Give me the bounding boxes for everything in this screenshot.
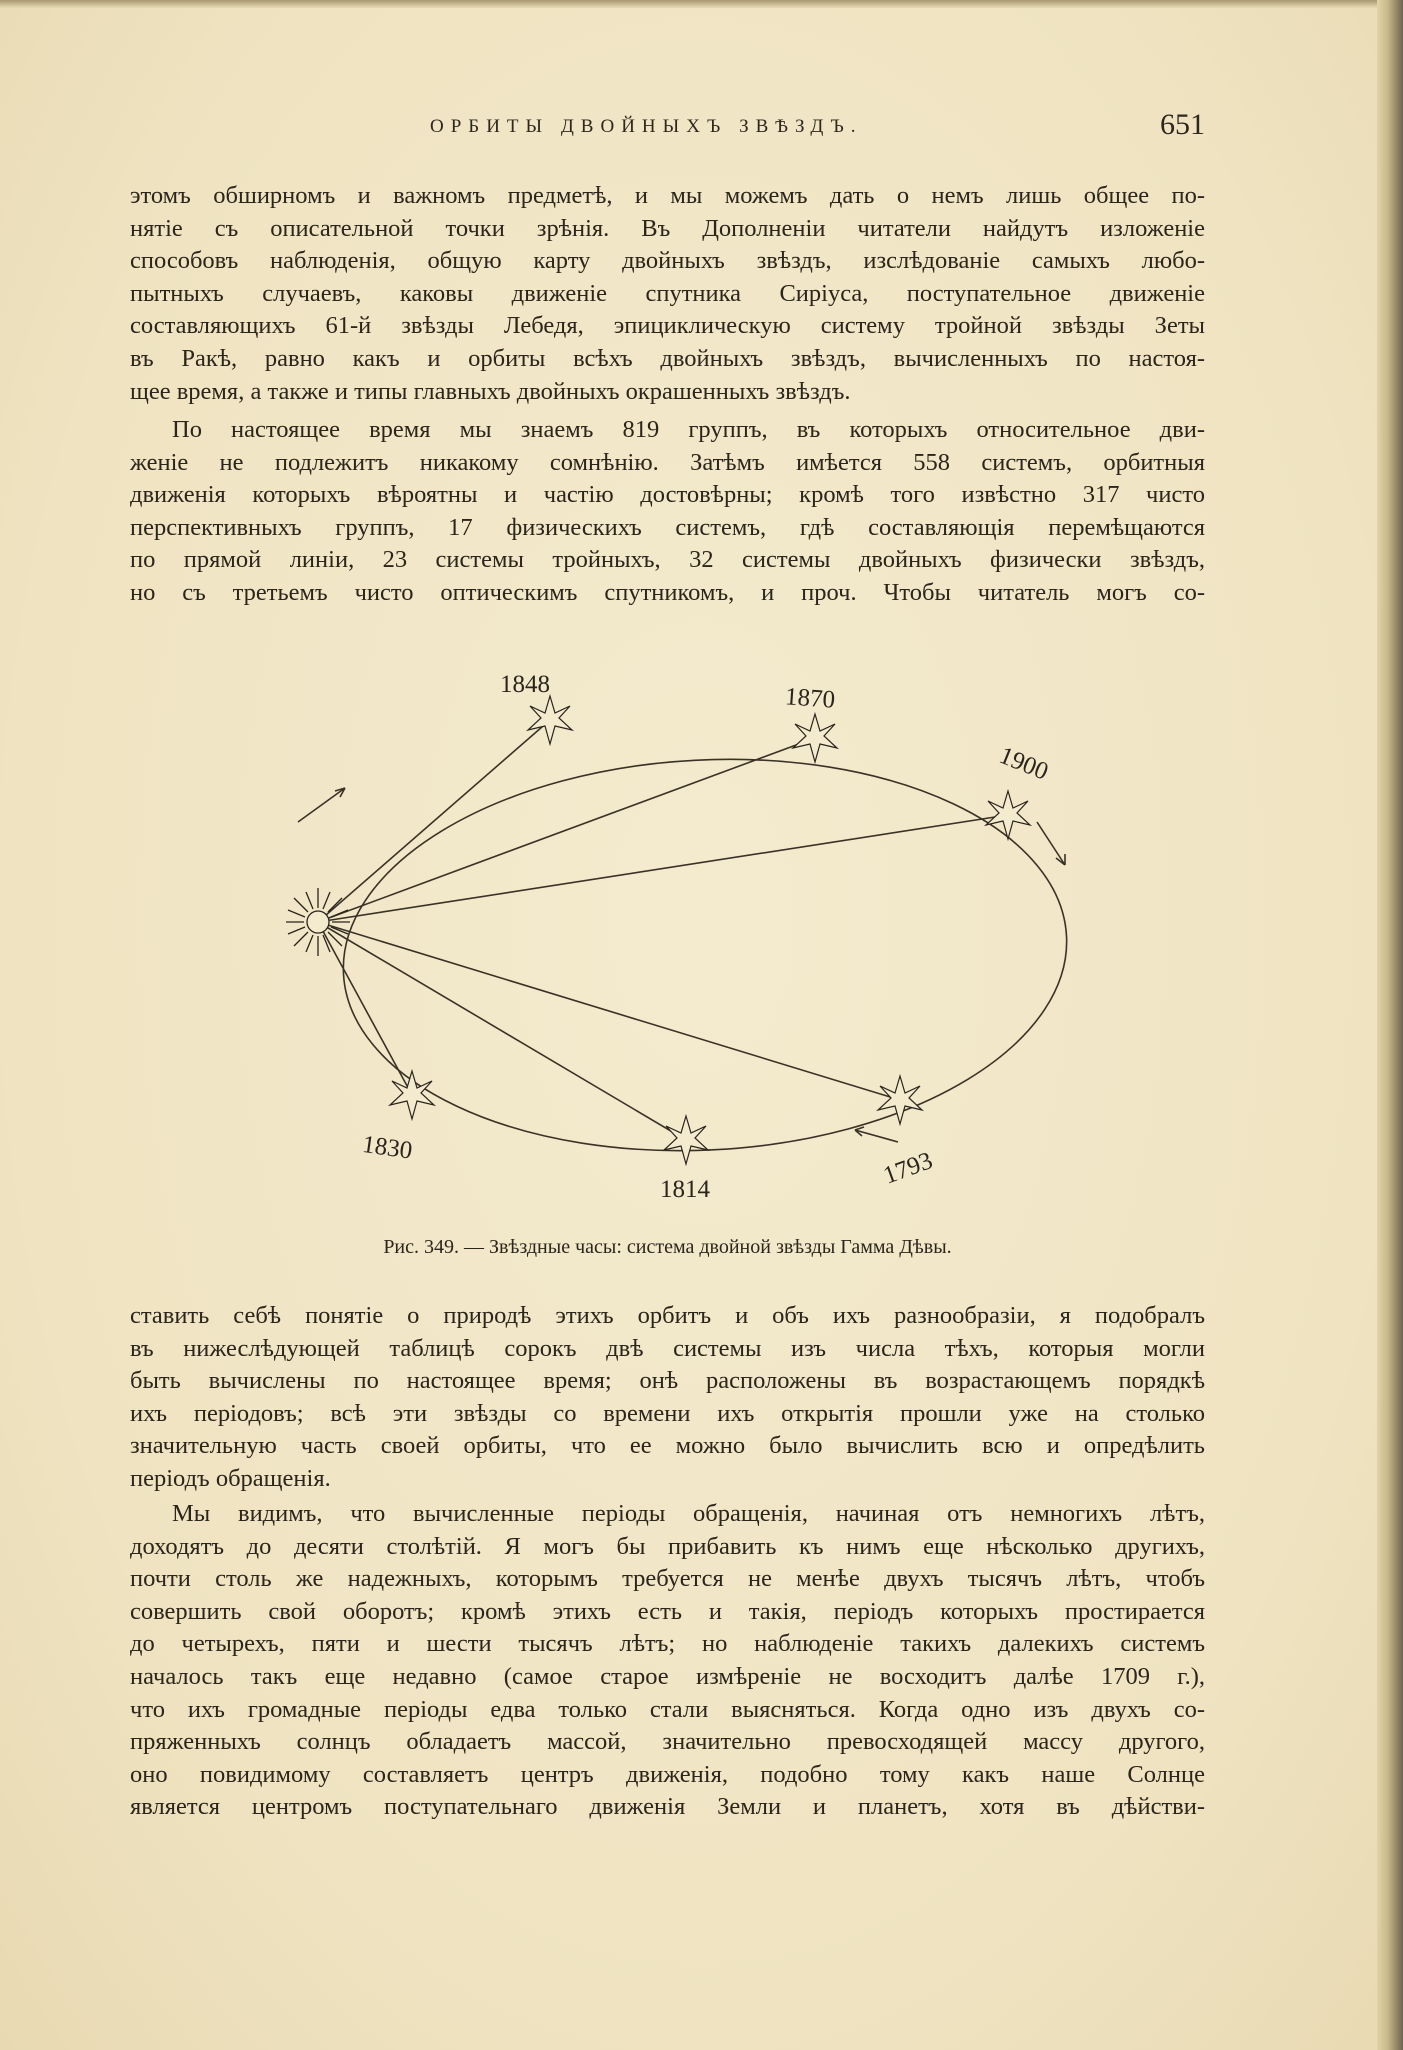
- companion-star-icon: [986, 791, 1030, 839]
- text-line: оно повидимому составляетъ центръ движенія, подобно тому какъ наше Солнце: [130, 1760, 1205, 1788]
- companion-star-icon: [878, 1076, 922, 1124]
- label-1814: 1814: [660, 1176, 710, 1203]
- text-line: по прямой линіи, 23 системы тройныхъ, 32 системы двойныхъ физически звѣздъ,: [130, 546, 1205, 574]
- paragraph-1: [130, 180, 1205, 408]
- text-line: значительную часть своей орбиты, что ее можно было вычислить всю и опредѣлить: [130, 1432, 1205, 1460]
- radius-vector: [318, 738, 815, 922]
- primary-star-icon: [286, 888, 350, 956]
- page-header: [130, 108, 1205, 148]
- text-line: нятіе съ описательной точки зрѣнія. Въ Дополненіи читатели найдутъ изложеніе: [130, 214, 1205, 242]
- text-line: до четырехъ, пяти и шести тысячъ лѣтъ; но наблюденіе такихъ далекихъ системъ: [130, 1630, 1205, 1658]
- radius-vector: [318, 922, 900, 1100]
- motion-arrow-icon: [1037, 822, 1065, 865]
- label-1830: 1830: [360, 1130, 414, 1165]
- companion-star-icon: [528, 696, 572, 744]
- text-line: почти столь же надежныхъ, которымъ требуется не менѣе двухъ тысячъ лѣтъ, чтобъ: [130, 1565, 1205, 1593]
- page-number: 651: [1160, 108, 1205, 141]
- motion-arrow-icon: [855, 1127, 898, 1142]
- text-line: совершить свой оборотъ; кромѣ этихъ есть и такія, періодъ которыхъ простирается: [130, 1597, 1205, 1625]
- text-line: ставить себѣ понятіе о природѣ этихъ орбитъ и объ ихъ разнообразіи, я подобралъ: [130, 1302, 1205, 1329]
- text-line: въ нижеслѣдующей таблицѣ сорокъ двѣ системы изъ числа тѣхъ, которыя могли: [130, 1334, 1205, 1362]
- text-line: ихъ періодовъ; всѣ эти звѣзды со времени ихъ открытія прошли уже на столько: [130, 1399, 1205, 1427]
- radius-vector: [318, 922, 686, 1140]
- radius-vector: [318, 922, 412, 1095]
- label-1793: 1793: [879, 1147, 937, 1190]
- orbit-ellipse: [333, 741, 1076, 1168]
- text-line: пытныхъ случаевъ, каковы движеніе спутника Сиріуса, поступательное движеніе: [130, 279, 1205, 307]
- text-line: составляющихъ 61-й звѣзды Лебедя, эпициклическую систему тройной звѣзды Зеты: [130, 312, 1205, 340]
- running-title: ОРБИТЫ ДВОЙНЫХЪ ЗВѢЗДЪ.: [430, 116, 863, 137]
- text-line: доходятъ до десяти столѣтій. Я могъ бы прибавить къ нимъ еще нѣсколько другихъ,: [130, 1532, 1205, 1560]
- companion-star-icon: [664, 1116, 708, 1164]
- text-line: щее время, а также и типы главныхъ двойныхъ окрашенныхъ звѣздъ.: [130, 377, 851, 405]
- text-line: По настоящее время мы знаемъ 819 группъ, въ которыхъ относительное дви-: [172, 416, 1205, 443]
- companion-star-icon: [793, 714, 837, 762]
- text-line: является центромъ поступательнаго движенія Земли и планетъ, хотя въ дѣйстви-: [130, 1793, 1205, 1821]
- text-line: періодъ обращенія.: [130, 1464, 331, 1492]
- text-line: въ Ракѣ, равно какъ и орбиты всѣхъ двойныхъ звѣздъ, вычисленныхъ по настоя-: [130, 344, 1205, 372]
- text-line: движенія которыхъ вѣроятны и частію достовѣрны; кромѣ того извѣстно 317 чисто: [130, 481, 1205, 509]
- text-line: но съ третьемъ чисто оптическимъ спутникомъ, и проч. Чтобы читатель могъ со-: [130, 578, 1205, 606]
- text-line: этомъ обширномъ и важномъ предметѣ, и мы можемъ дать о немъ лишь общее по-: [130, 182, 1205, 209]
- motion-arrow-icon: [298, 788, 345, 822]
- text-line: женіе не подлежитъ никакому сомнѣнію. Затѣмъ имѣется 558 системъ, орбитныя: [130, 448, 1205, 476]
- label-1900: 1900: [995, 741, 1052, 786]
- paragraph-4: [130, 1498, 1205, 1824]
- text-line: что ихъ громадные періоды едва только стали выясняться. Когда одно изъ двухъ со-: [130, 1695, 1205, 1723]
- text-line: Мы видимъ, что вычисленные періоды обращенія, начиная отъ немногихъ лѣтъ,: [172, 1500, 1205, 1527]
- paragraph-2: [130, 414, 1205, 610]
- companion-star-icon: [390, 1071, 434, 1119]
- text-line: началось такъ еще недавно (самое старое измѣреніе не восходитъ далѣе 1709 г.),: [130, 1662, 1205, 1690]
- orbit-figure: [250, 660, 1100, 1220]
- paragraph-3: [130, 1300, 1205, 1496]
- text-line: способовъ наблюденія, общую карту двойныхъ звѣздъ, изслѣдованіе самыхъ любо-: [130, 247, 1205, 275]
- text-line: перспективныхъ группъ, 17 физическихъ системъ, гдѣ составляющія перемѣщаются: [130, 513, 1205, 541]
- figure-caption: Рис. 349. — Звѣздные часы: система двойной звѣзды Гамма Дѣвы.: [383, 1236, 952, 1258]
- page-top-edge: [0, 0, 1403, 8]
- orbit-diagram: [250, 660, 1100, 1220]
- text-line: быть вычислены по настоящее время; онѣ расположены въ возрастающемъ порядкѣ: [130, 1367, 1205, 1395]
- label-1848: 1848: [500, 671, 550, 698]
- page-binding-edge: [1377, 0, 1403, 2050]
- text-line: пряженныхъ солнцъ обладаетъ массой, значительно превосходящей массу другого,: [130, 1728, 1205, 1756]
- label-1870: 1870: [784, 683, 836, 714]
